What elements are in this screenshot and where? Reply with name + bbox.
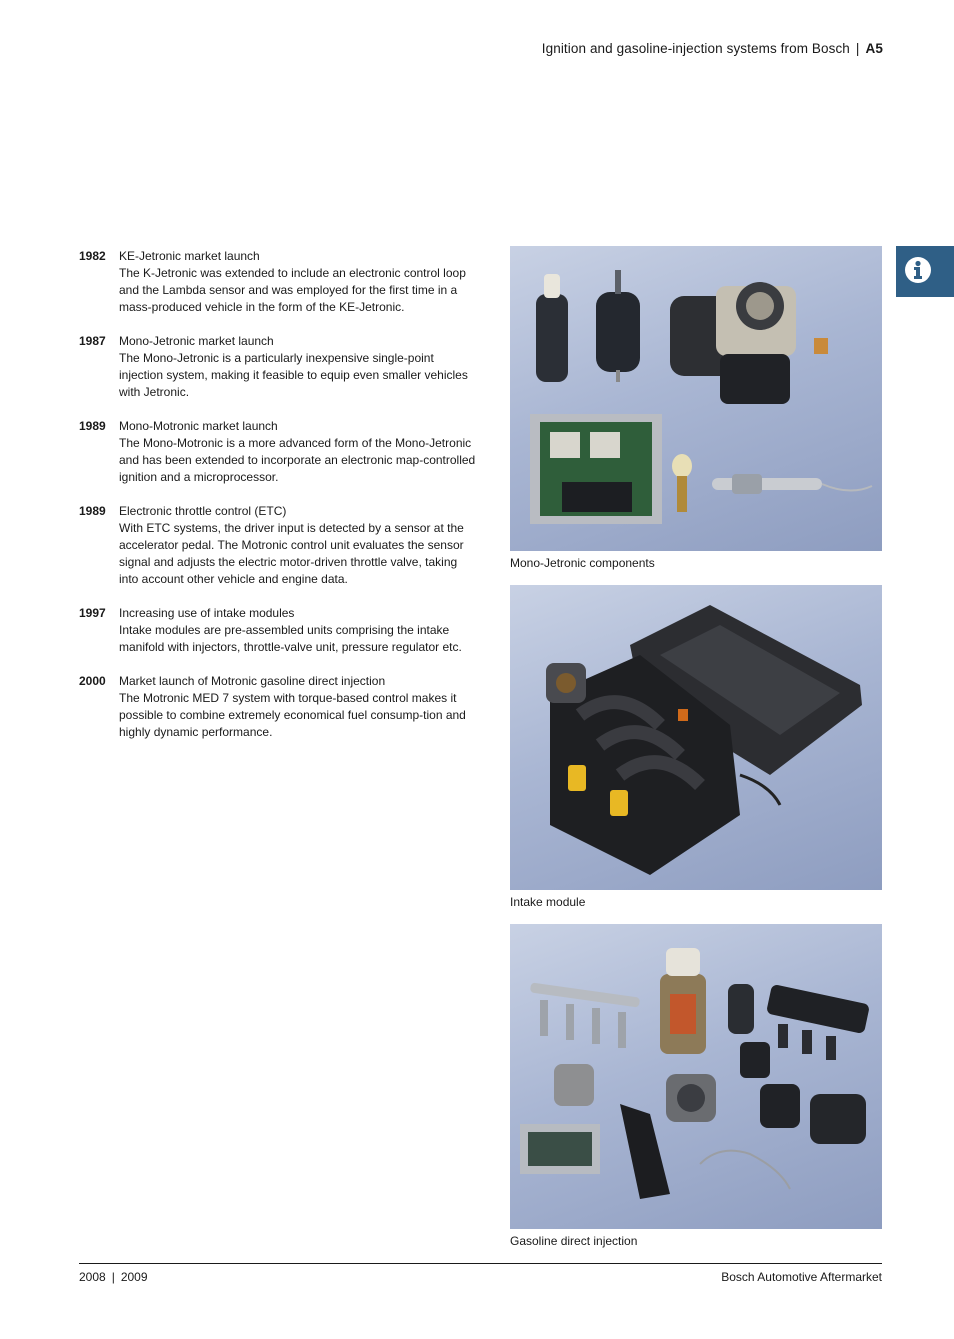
intake-module-photo [510, 585, 882, 890]
figure-caption: Mono-Jetronic components [510, 556, 655, 570]
entry-text: Intake modules are pre-assembled units comprising the intake manifold with injectors, throttle-valve unit, pressure regulator etc. [119, 623, 462, 654]
entry-year: 1997 [79, 606, 106, 620]
entry-year: 1987 [79, 334, 106, 348]
footer-year-end: 2009 [120, 1270, 148, 1284]
footer-years [79, 1270, 148, 1284]
entry-title: Mono-Motronic market launch [119, 419, 278, 433]
timeline-entry [79, 673, 479, 741]
entry-year: 1989 [79, 419, 106, 433]
timeline-entry [79, 248, 479, 316]
entry-year: 1989 [79, 504, 106, 518]
timeline-entry [79, 605, 479, 656]
page-header [542, 41, 883, 56]
figure-direct-injection [510, 924, 882, 1249]
entry-title: Mono-Jetronic market launch [119, 334, 274, 348]
entry-text: The Motronic MED 7 system with torque-based control makes it possible to combine extremely economical fuel consump-tion and highly dynamic performance. [119, 691, 466, 739]
footer-publisher: Bosch Automotive Aftermarket [721, 1270, 882, 1284]
figure-caption: Gasoline direct injection [510, 1234, 638, 1248]
entry-title: Market launch of Motronic gasoline direct injection [119, 674, 386, 688]
entry-year: 1982 [79, 249, 106, 263]
entry-title: Increasing use of intake modules [119, 606, 295, 620]
footer-year-start: 2008 [79, 1270, 106, 1284]
entry-text: The Mono-Motronic is a more advanced form of the Mono-Jetronic and has been extended to incorporate an electronic map-controlled ignition and a microprocessor. [119, 436, 476, 484]
timeline [79, 248, 479, 758]
header-separator: | [855, 41, 860, 56]
entry-title: Electronic throttle control (ETC) [119, 504, 287, 518]
entry-year: 2000 [79, 674, 106, 688]
info-tab[interactable] [896, 246, 954, 297]
header-title: Ignition and gasoline-injection systems from Bosch [541, 41, 850, 56]
entry-title: KE-Jetronic market launch [119, 249, 260, 263]
footer-divider [79, 1263, 882, 1264]
figure-mono-jetronic [510, 246, 882, 571]
page-number: A5 [865, 41, 883, 56]
entry-text: The K-Jetronic was extended to include an electronic control loop and the Lambda sensor and was employed for the first time in a mass-produced vehicle in the form of the KE-Jetronic. [119, 266, 466, 314]
figure-intake-module [510, 585, 882, 910]
info-icon [904, 256, 932, 284]
timeline-entry [79, 503, 479, 588]
direct-injection-photo [510, 924, 882, 1229]
entry-text: With ETC systems, the driver input is detected by a sensor at the accelerator pedal. The Motronic control unit evaluates the sensor signal and adjusts the electric motor-driven throttle valve, taking into account other vehicle and engine data. [119, 521, 464, 586]
timeline-entry [79, 333, 479, 401]
figure-caption: Intake module [510, 895, 586, 909]
timeline-entry [79, 418, 479, 486]
entry-text: The Mono-Jetronic is a particularly inexpensive single-point injection system, making it feasible to equip even smaller vehicles with Jetronic. [119, 351, 468, 399]
mono-jetronic-photo [510, 246, 882, 551]
footer-separator: | [111, 1270, 115, 1284]
